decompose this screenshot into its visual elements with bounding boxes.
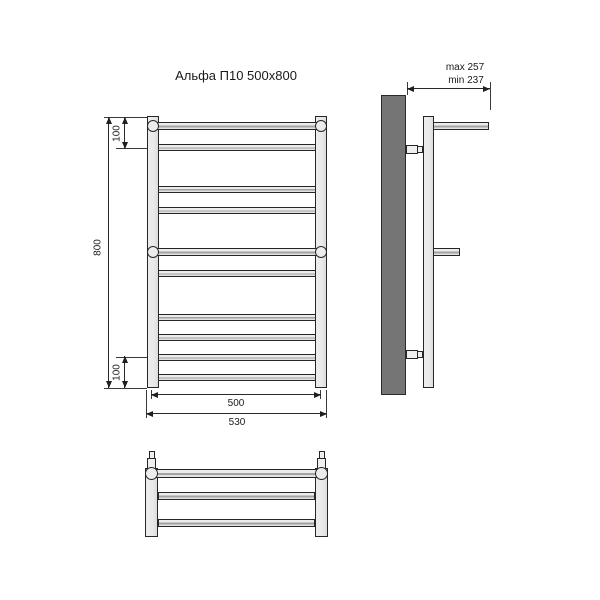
dim-arrow-530-left <box>146 411 153 417</box>
side-top-rung <box>433 122 489 130</box>
dim-label-bottom-spacing: 100 <box>111 364 123 381</box>
rung-5-collector <box>150 248 322 256</box>
plan-mid-rung <box>158 492 315 500</box>
dim-line-depth <box>407 88 490 89</box>
wall-bracket-top-collar <box>417 146 423 153</box>
plan-back-rung <box>158 519 315 527</box>
plan-front-rung <box>152 469 322 478</box>
rung-1-collector <box>150 122 322 130</box>
dim-arrow-500-left <box>151 392 158 398</box>
rung-9 <box>158 354 316 361</box>
rung-8 <box>158 334 316 341</box>
union-fitting-top-left <box>147 120 159 132</box>
wall-bracket-bottom-collar <box>417 351 423 358</box>
side-mid-rung <box>433 248 460 256</box>
dim-label-height: 800 <box>92 239 104 256</box>
rung-4 <box>158 207 316 214</box>
dim-label-axes-width: 500 <box>227 398 245 409</box>
dim-label-overall-width: 530 <box>228 417 246 428</box>
union-fitting-top-right <box>315 120 327 132</box>
rung-7 <box>158 314 316 321</box>
rung-10 <box>158 374 316 381</box>
union-fitting-mid-right <box>315 246 327 258</box>
ext-line-bottom <box>104 388 147 389</box>
dim-label-top-spacing: 100 <box>111 125 123 142</box>
rung-3 <box>158 186 316 193</box>
plan-union-fitting-right <box>315 467 328 480</box>
dim-arrow-depth-right <box>483 86 490 92</box>
dim-arrow-500-right <box>314 392 321 398</box>
dim-arrow-530-right <box>320 411 327 417</box>
dim-label-depth-max: max 257 <box>445 62 485 73</box>
rung-6 <box>158 270 316 277</box>
dim-line-800 <box>108 117 109 388</box>
dim-line-530 <box>146 413 327 414</box>
plan-union-fitting-left <box>145 467 158 480</box>
dim-line-500 <box>151 394 321 395</box>
dim-label-depth-min: min 237 <box>448 75 484 86</box>
dim-arrow-depth-left <box>407 86 414 92</box>
rung-2 <box>158 144 316 151</box>
drawing-title: Альфа П10 500x800 <box>175 68 297 83</box>
ext-line-depth-right <box>490 82 491 110</box>
union-fitting-mid-left <box>147 246 159 258</box>
wall <box>381 95 406 395</box>
